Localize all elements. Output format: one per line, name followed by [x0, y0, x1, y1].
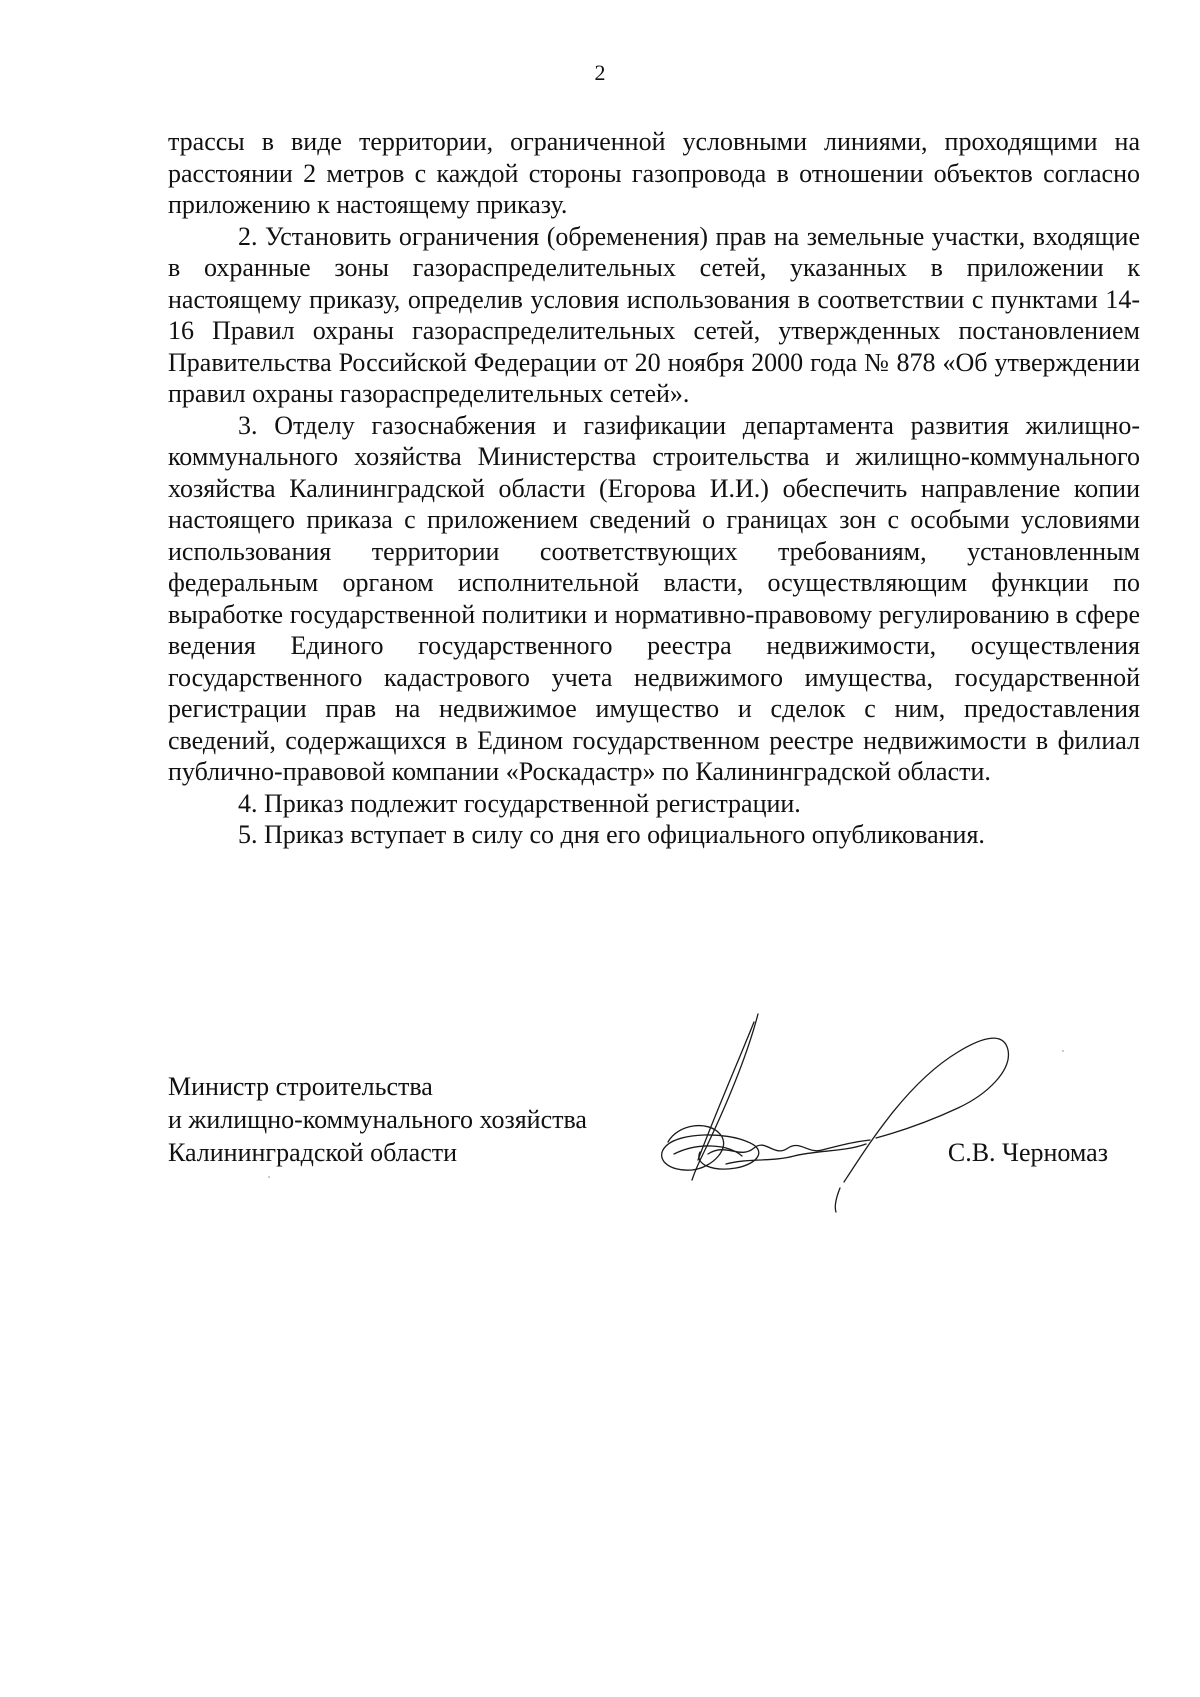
signer-name: С.В. Черномаз: [947, 1138, 1108, 1167]
paragraph-continuation: трассы в виде территории, ограниченной условными линиями, проходящими на расстоянии 2 метров с каждой стороны газопровода в отношении объектов согласно приложению к настоящему приказу.: [168, 127, 1140, 219]
signer-title-line: Калининградской области: [168, 1138, 458, 1167]
paragraph-item-5: 5. Приказ вступает в силу со дня его официального опубликования.: [238, 820, 985, 849]
paragraph-item-4: 4. Приказ подлежит государственной регистрации.: [238, 788, 801, 818]
signer-title-line: и жилищно-коммунального хозяйства: [168, 1105, 587, 1134]
page-number: 2: [594, 60, 606, 85]
handwritten-signature: [608, 992, 1028, 1232]
document-body: [168, 126, 1140, 851]
signature-block: [168, 1070, 1140, 1230]
paragraph-item-3: 3. Отделу газоснабжения и газификации департамента развития жилищно-коммунального хозяйства Министерства строительства и жилищно-коммунального хозяйства Калининградской области (Егорова И.И.) обеспечить направление копии настоящего приказа с приложением сведений о границах зон с особыми условиями использования территории соответствующих требованиям, установленным федеральным органом исполнительной власти, осуществляющим функции по выработке государственной политики и нормативно-правовому регулированию в сфере ведения Единого государственного реестра недвижимости, осуществления государственного кадастрового учета недвижимого имущества, государственной регистрации прав на недвижимое имущество и сделок с ним, предоставления сведений, содержащихся в Едином государственном реестре недвижимости в филиал публично-правовой компании «Роскадастр» по Калининградской области.: [168, 410, 1140, 786]
paragraph-item-2: 2. Установить ограничения (обременения) прав на земельные участки, входящие в охранные зоны газораспределительных сетей, указанных в приложении к настоящему приказу, определив условия использования в соответствии с пунктами 14-16 Правил охраны газораспределительных сетей, утвержденных постановлением Правительства Российской Федерации от 20 ноября 2000 года № 878 «Об утверждении правил охраны газораспределительных сетей».: [168, 221, 1140, 408]
signer-title-line: Министр строительства: [168, 1072, 433, 1101]
signer-title: [168, 1070, 587, 1169]
scan-speck: [1062, 1050, 1064, 1052]
scan-speck: [268, 1176, 270, 1178]
